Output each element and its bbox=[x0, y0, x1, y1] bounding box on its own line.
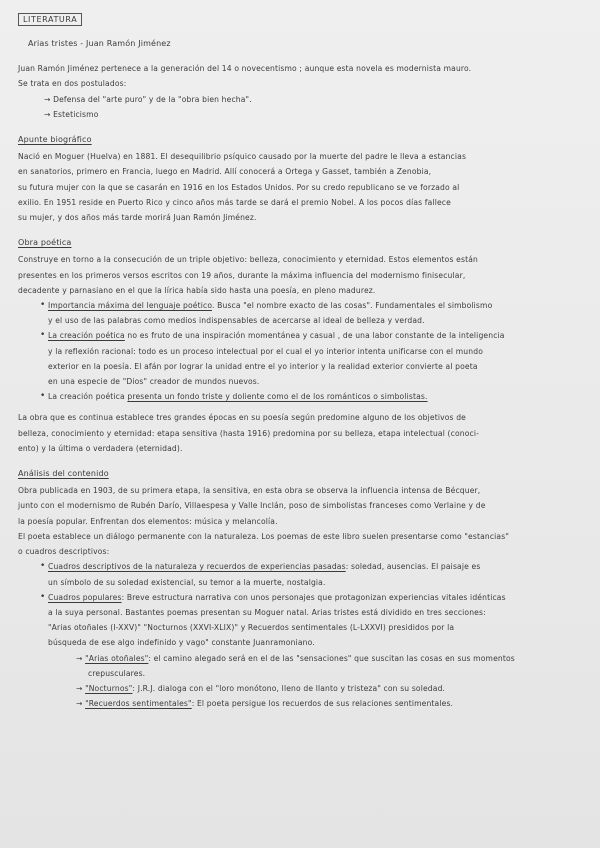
sub-item-lead: "Nocturnos" bbox=[85, 683, 133, 693]
analysis-section bbox=[18, 483, 584, 711]
intro-item: → Esteticismo bbox=[44, 109, 99, 119]
biography-section bbox=[18, 149, 584, 225]
section-heading-poetic-work: Obra poética bbox=[18, 238, 72, 248]
poetic-work-line: Construye en torno a la consecución de un triple objetivo: belleza, conocimiento y eternidad. Estos elementos están bbox=[18, 255, 478, 265]
sub-item-lead: "Arias otoñales" bbox=[85, 653, 149, 663]
analysis-line: El poeta establece un diálogo permanente con la naturaleza. Los poemas de este libro suelen presentarse como "estancias" bbox=[18, 531, 509, 541]
bullet-text: en una especie de "Dios" creador de mundos nuevos. bbox=[48, 377, 260, 387]
sub-item-text: : El poeta persigue los recuerdos de sus relaciones sentimentales. bbox=[191, 699, 454, 709]
analysis-line: junto con el modernismo de Rubén Darío, Villaespesa y Valle Inclán, poso de simbolistas franceses como Verlaine y de bbox=[18, 501, 486, 511]
section-heading-analysis: Análisis del contenido bbox=[18, 469, 109, 479]
bullet-text: a la suya personal. Bastantes poemas presentan su Moguer natal. Arias tristes está dividido en tres secciones: bbox=[48, 607, 486, 617]
poetic-work-line: presentes en los primeros versos escritos con 19 años, durante la máxima influencia del modernismo finisecular, bbox=[18, 270, 466, 280]
arrow-icon: → bbox=[76, 683, 86, 693]
section-heading-biography: Apunte biográfico bbox=[18, 135, 92, 145]
analysis-sub-item bbox=[18, 681, 584, 696]
biography-line: exilio. En 1951 reside en Puerto Rico y cinco años más tarde se dará el premio Nobel. A los pocos días fallece bbox=[18, 197, 451, 207]
biography-line: en sanatorios, primero en Francia, luego en Madrid. Allí conocerá a Ortega y Gasset, también a Zenobia, bbox=[18, 167, 432, 177]
poetic-work-closing-line: La obra que es continua establece tres grandes épocas en su poesía según predomine alguno de los objetivos de bbox=[18, 413, 466, 423]
bullet-text: : soledad, ausencias. El paisaje es bbox=[345, 562, 481, 572]
page-title: LITERATURA bbox=[18, 13, 82, 26]
intro-item: → Defensa del "arte puro" y de la "obra bien hecha". bbox=[44, 94, 252, 104]
sub-item-lead: "Recuerdos sentimentales" bbox=[85, 699, 192, 709]
intro-line: Juan Ramón Jiménez pertenece a la generación del 14 o novecentismo ; aunque esta novela es modernista mauro. bbox=[18, 64, 472, 74]
intro-line: Se trata en dos postulados: bbox=[18, 79, 127, 89]
arrow-icon: → bbox=[76, 699, 86, 709]
analysis-bullet bbox=[18, 559, 584, 589]
bullet-text: "Arias otoñales (I-XXV)" "Nocturnos (XXVI-XLIX)" y Recuerdos sentimentales (L-LXXVI) presididos por la bbox=[48, 623, 455, 633]
bullet-text: búsqueda de ese algo indefinido y vago" constante Juanramoniano. bbox=[48, 638, 315, 648]
arrow-icon: → bbox=[76, 653, 86, 663]
poetic-work-bullet bbox=[18, 298, 584, 328]
poetic-work-bullet bbox=[18, 389, 584, 404]
page-subtitle: Arias tristes - Juan Ramón Jiménez bbox=[28, 39, 171, 48]
bullet-lead: Cuadros descriptivos de la naturaleza y recuerdos de experiencias pasadas bbox=[48, 562, 346, 572]
sub-item-text: : J.R.J. dialoga con el "loro monótono, lleno de llanto y tristeza" con su soledad. bbox=[132, 683, 446, 693]
biography-line: su mujer, y dos años más tarde morirá Juan Ramón Jiménez. bbox=[18, 213, 257, 223]
analysis-sub-item bbox=[18, 651, 584, 681]
bullet-text: . Busca "el nombre exacto de las cosas". Fundamentales el simbolismo bbox=[212, 301, 493, 311]
bullet-text: no es fruto de una inspiración momentánea y casual , de una labor constante de la inteligencia bbox=[124, 331, 505, 341]
bullet-text: un símbolo de su soledad existencial, su temor a la muerte, nostalgia. bbox=[48, 577, 326, 587]
analysis-sub-item bbox=[18, 696, 584, 711]
analysis-line: Obra publicada en 1903, de su primera etapa, la sensitiva, en esta obra se observa la influencia intensa de Bécquer, bbox=[18, 486, 481, 496]
bullet-text: presenta un fondo triste y doliente como el de los románticos o simbolistas. bbox=[127, 392, 428, 402]
sub-item-text: crepusculares. bbox=[88, 668, 146, 678]
analysis-line: la poesía popular. Enfrentan dos elementos: música y melancolía. bbox=[18, 516, 278, 526]
bullet-text: y la reflexión racional: todo es un proceso intelectual por el cual el yo interior intenta unificarse con el mundo bbox=[48, 346, 483, 356]
poetic-work-line: decadente y parnasiano en el que la lírica había sido hasta una poesía, en pleno madurez. bbox=[18, 285, 376, 295]
poetic-work-closing-line: ento) y la última o verdadera (eternidad). bbox=[18, 443, 183, 453]
bullet-lead: La creación poética bbox=[48, 331, 125, 341]
poetic-work-bullet bbox=[18, 328, 584, 389]
bullet-text: y el uso de las palabras como medios indispensables de acercarse al ideal de belleza y verdad. bbox=[48, 316, 425, 326]
bullet-lead: Cuadros populares bbox=[48, 592, 122, 602]
poetic-work-section bbox=[18, 252, 584, 456]
bullet-lead: Importancia máxima del lenguaje poético bbox=[48, 301, 212, 311]
analysis-bullet bbox=[18, 590, 584, 651]
biography-line: su futura mujer con la que se casarán en 1916 en los Estados Unidos. Por su credo republicano se ve forzado al bbox=[18, 182, 460, 192]
bullet-text: exterior en la poesía. El afán por lograr la unidad entre el yo interior y la realidad exterior convierte al poeta bbox=[48, 361, 478, 371]
bullet-lead: La creación poética bbox=[48, 392, 128, 402]
biography-line: Nació en Moguer (Huelva) en 1881. El desequilibrio psíquico causado por la muerte del padre le lleva a estancias bbox=[18, 152, 467, 162]
analysis-line: o cuadros descriptivos: bbox=[18, 547, 110, 557]
bullet-text: : Breve estructura narrativa con unos personajes que protagonizan experiencias vitales idénticas bbox=[121, 592, 506, 602]
poetic-work-closing-line: belleza, conocimiento y eternidad: etapa sensitiva (hasta 1916) predomina por su belleza, etapa intelectual (conoci- bbox=[18, 428, 480, 438]
intro-section bbox=[18, 61, 584, 122]
sub-item-text: : el camino alegado será en el de las "sensaciones" que suscitan las cosas en sus momentos bbox=[148, 653, 515, 663]
